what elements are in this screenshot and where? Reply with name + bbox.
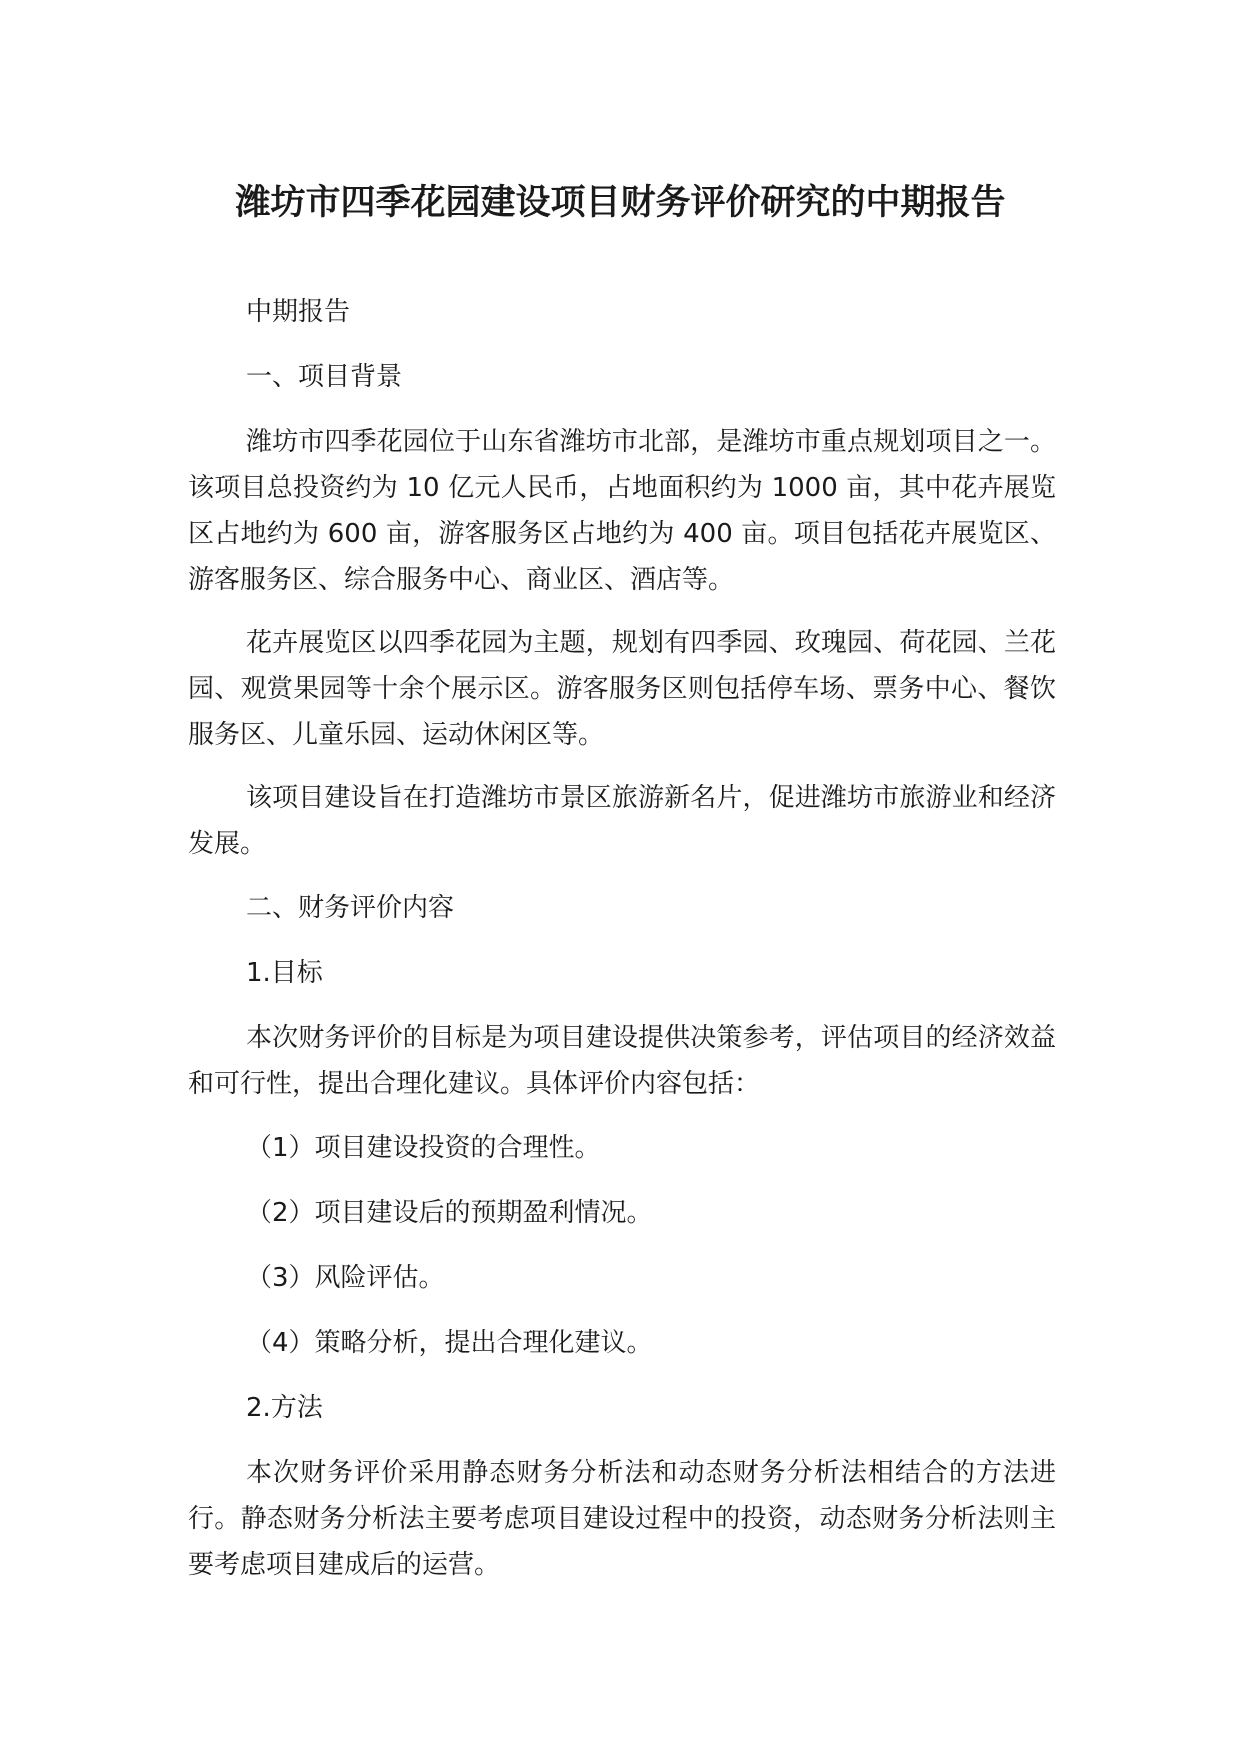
paragraph-exhibition-area: 花卉展览区以四季花园为主题，规划有四季园、玫瑰园、荷花园、兰花园、观赏果园等十余个展示区。游客服务区则包括停车场、票务中心、餐饮服务区、儿童乐园、运动休闲区等。 [188, 628, 1056, 750]
paragraph-report-label: 中期报告 [246, 297, 351, 327]
heading-project-background: 一、项目背景 [246, 362, 403, 392]
list-item-1: （1）项目建设投资的合理性。 [246, 1133, 601, 1163]
paragraph-goal-detail: 本次财务评价的目标是为项目建设提供决策参考，评估项目的经济效益和可行性，提出合理化建议。具体评价内容包括： [188, 1023, 1056, 1099]
paragraph-method-detail: 本次财务评价采用静态财务分析法和动态财务分析法相结合的方法进行。静态财务分析法主要考虑项目建设过程中的投资，动态财务分析法则主要考虑项目建成后的运营。 [188, 1458, 1056, 1580]
heading-method: 2.方法 [246, 1393, 323, 1423]
heading-financial-evaluation: 二、财务评价内容 [246, 893, 455, 923]
paragraph-project-overview: 潍坊市四季花园位于山东省潍坊市北部，是潍坊市重点规划项目之一。该项目总投资约为 10 亿元人民币，占地面积约为 1000 亩，其中花卉展览区占地约为 600 亩，游客服务区占地约为 400 亩。项目包括花卉展览区、游客服务区、综合服务中心、商业区、酒店等。 [188, 427, 1056, 595]
list-item-3: （3）风险评估。 [246, 1263, 445, 1293]
heading-goal: 1.目标 [246, 958, 323, 988]
list-item-4: （4）策略分析，提出合理化建议。 [246, 1328, 653, 1358]
paragraph-project-aim: 该项目建设旨在打造潍坊市景区旅游新名片，促进潍坊市旅游业和经济发展。 [188, 783, 1056, 859]
list-item-2: （2）项目建设后的预期盈利情况。 [246, 1198, 653, 1228]
document-title: 潍坊市四季花园建设项目财务评价研究的中期报告 [235, 183, 1006, 223]
